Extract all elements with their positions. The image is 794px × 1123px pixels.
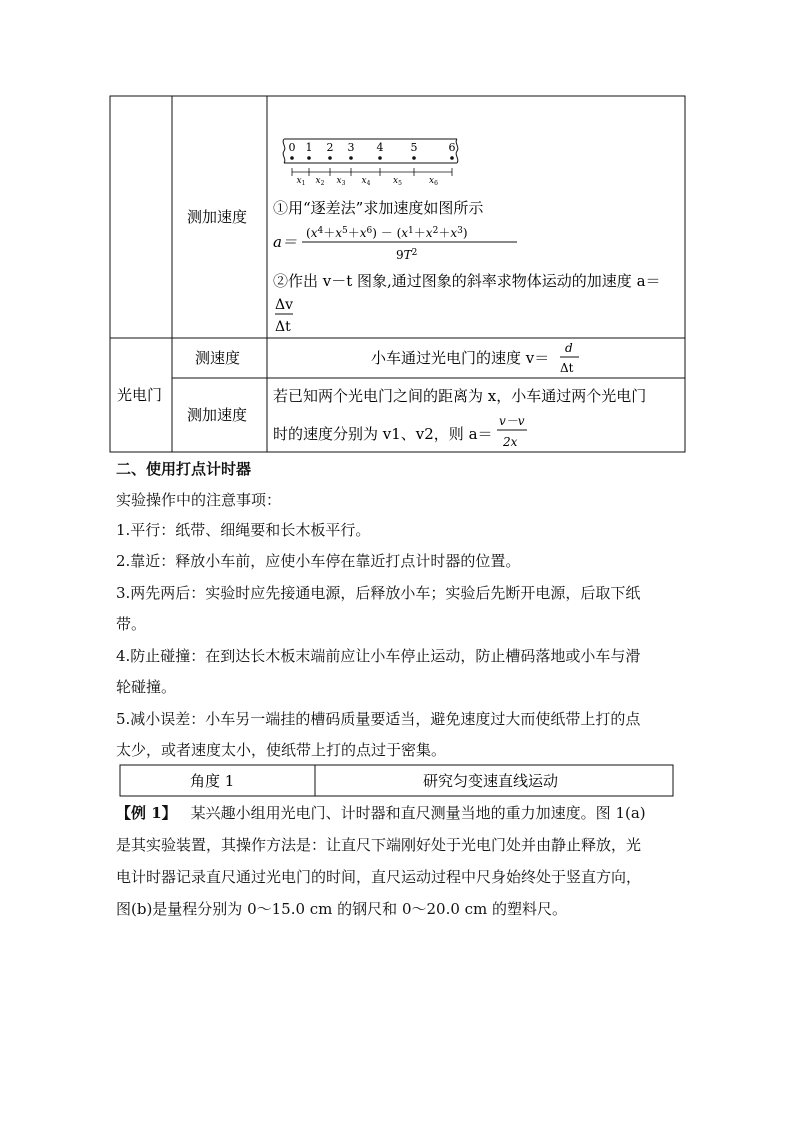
example-tag: 【例 1】 [116, 804, 177, 822]
interval-label: $x_6$ [429, 176, 438, 187]
speed-formula-numerator: d [565, 341, 573, 355]
note-item: 3.两先两后：实验时应先接通电源，后释放小车；实验后先断开电源，后取下纸 [116, 584, 641, 602]
tape-mark-label: 4 [376, 141, 384, 154]
note-item: 1.平行：纸带、细绳要和长木板平行。 [116, 521, 371, 539]
note-item: 轮碰撞。 [116, 678, 177, 696]
example-line: 电计时器记录直尺通过光电门的时间，直尺运动过程中尺身始终处于竖直方向， [116, 868, 642, 886]
photogate-label: 光电门 [117, 386, 163, 404]
tape-left-edge [283, 139, 285, 163]
interval-labels [297, 176, 439, 187]
paper-tape-figure [283, 139, 458, 187]
photogate-accel-line1: 若已知两个光电门之间的距离为 x，小车通过两个光电门 [273, 387, 647, 405]
note-item: 4.防止碰撞：在到达长木板末端前应让小车停止运动，防止槽码落地或小车与滑 [116, 647, 641, 665]
photogate-speed-text: 小车通过光电门的速度 v＝ [371, 349, 550, 367]
formula1-lhs: a＝ [273, 233, 297, 251]
interval-label: $x_2$ [315, 176, 325, 187]
tape-mark-label: 2 [326, 141, 334, 154]
speed-formula-denominator: Δt [560, 361, 574, 375]
tape-mark-label: 5 [410, 141, 418, 154]
formula1-denominator: $9T^2$ [396, 248, 418, 262]
formula2-numerator: Δv [275, 297, 294, 313]
formula1-numerator: $(x^4+x^5+x^6) - (x^1+x^2+x^3)$ [306, 226, 468, 240]
example-line: 是其实验装置，其操作方法是：让直尺下端刚好处于光电门处并由静止释放，光 [116, 836, 642, 854]
note-item: 带。 [116, 615, 147, 633]
interval-label: $x_4$ [361, 176, 371, 187]
photogate-speed-label: 测速度 [195, 349, 241, 367]
note-item: 2.靠近：释放小车前，应使小车停在靠近打点计时器的位置。 [116, 552, 521, 570]
formula2-denominator: Δt [275, 319, 291, 335]
formula-photogate-speed [560, 341, 579, 375]
photogate-accel-line2: 时的速度分别为 v1、v2，则 a＝ [273, 425, 493, 443]
section2-heading: 二、使用打点计时器 [116, 460, 252, 478]
angle-label: 角度 1 [190, 772, 235, 790]
section2-intro: 实验操作中的注意事项： [116, 491, 282, 509]
accel-method-label: 测加速度 [187, 208, 248, 226]
formula-difference-method [273, 226, 517, 262]
tape-dot [378, 156, 382, 160]
accel2-formula-numerator: v－v [499, 414, 525, 428]
photogate-accel-label: 测加速度 [187, 406, 248, 424]
tape-labels [289, 141, 456, 154]
accel2-formula-denominator: 2x [503, 435, 518, 449]
angle-topic: 研究匀变速直线运动 [423, 772, 559, 790]
formula-photogate-accel [497, 414, 527, 449]
method2-text: ②作出 v－t 图象,通过图象的斜率求物体运动的加速度 a＝ [273, 272, 661, 290]
tape-dot [412, 156, 416, 160]
example-line: 图(b)是量程分别为 0～15.0 cm 的钢尺和 0～20.0 cm 的塑料尺。 [116, 900, 568, 918]
example-line: 某兴趣小组用光电门、计时器和直尺测量当地的重力加速度。图 1(a) [190, 804, 646, 822]
tape-mark-label: 1 [305, 141, 313, 154]
tape-dot [307, 156, 311, 160]
interval-label: $x_5$ [393, 176, 402, 187]
tape-dots [290, 156, 454, 160]
tape-dot [450, 156, 454, 160]
tape-dot [349, 156, 353, 160]
interval-label: $x_1$ [296, 176, 306, 187]
formula-slope [275, 297, 293, 335]
tape-dot [290, 156, 294, 160]
tape-mark-label: 3 [347, 141, 355, 154]
tape-dot [328, 156, 332, 160]
example-first-line [116, 800, 686, 827]
tape-mark-label: 0 [288, 141, 296, 154]
tape-right-edge [456, 139, 458, 163]
interval-label: $x_3$ [336, 176, 346, 187]
note-item: 5.减小误差：小车另一端挂的槽码质量要适当，避免速度过大而使纸带上打的点 [116, 710, 641, 728]
note-item: 太少，或者速度太小，使纸带上打的点过于密集。 [116, 741, 447, 759]
method1-text: ①用“逐差法”求加速度如图所示 [273, 199, 484, 217]
tape-mark-label: 6 [448, 141, 456, 154]
